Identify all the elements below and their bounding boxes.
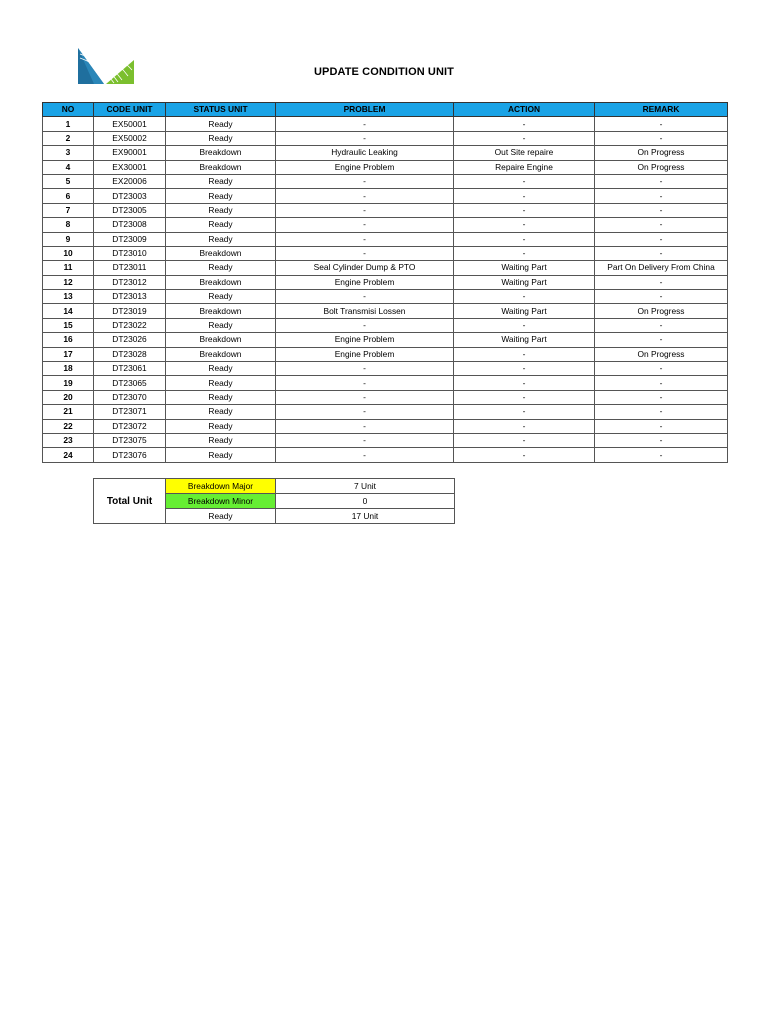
cell-code-unit: EX30001 (94, 160, 166, 174)
summary-row (94, 479, 455, 494)
cell-action: - (454, 174, 595, 188)
cell-code-unit: DT23009 (94, 232, 166, 246)
column-header-status-unit: STATUS UNIT (166, 103, 276, 117)
cell-action: - (454, 419, 595, 433)
cell-problem: - (276, 390, 454, 404)
cell-remark: Part On Delivery From China (595, 261, 728, 275)
cell-problem: Engine Problem (276, 160, 454, 174)
cell-code-unit: DT23028 (94, 347, 166, 361)
table-row (43, 203, 728, 217)
cell-action: - (454, 448, 595, 462)
cell-problem: - (276, 174, 454, 188)
cell-no: 11 (43, 261, 94, 275)
summary-name-minor: Breakdown Minor (166, 494, 276, 509)
cell-problem: - (276, 318, 454, 332)
cell-code-unit: DT23071 (94, 405, 166, 419)
cell-problem: Seal Cylinder Dump & PTO (276, 261, 454, 275)
cell-problem: Engine Problem (276, 275, 454, 289)
cell-action: - (454, 362, 595, 376)
cell-no: 14 (43, 304, 94, 318)
summary-table (93, 478, 455, 524)
cell-remark: - (595, 189, 728, 203)
cell-problem: - (276, 376, 454, 390)
cell-status-unit: Ready (166, 405, 276, 419)
cell-code-unit: DT23013 (94, 290, 166, 304)
summary-label: Total Unit (94, 479, 166, 524)
cell-no: 6 (43, 189, 94, 203)
cell-code-unit: EX50002 (94, 131, 166, 145)
cell-status-unit: Ready (166, 362, 276, 376)
cell-code-unit: DT23005 (94, 203, 166, 217)
cell-problem: - (276, 232, 454, 246)
page-title: UPDATE CONDITION UNIT (313, 66, 454, 78)
cell-problem: Engine Problem (276, 347, 454, 361)
cell-no: 16 (43, 333, 94, 347)
cell-problem: - (276, 189, 454, 203)
cell-code-unit: DT23061 (94, 362, 166, 376)
cell-code-unit: EX90001 (94, 146, 166, 160)
table-row (43, 160, 728, 174)
cell-no: 7 (43, 203, 94, 217)
cell-remark: - (595, 174, 728, 188)
cell-no: 22 (43, 419, 94, 433)
cell-no: 4 (43, 160, 94, 174)
column-header-problem: PROBLEM (276, 103, 454, 117)
cell-problem: - (276, 203, 454, 217)
table-row (43, 419, 728, 433)
cell-no: 5 (43, 174, 94, 188)
cell-action: - (454, 246, 595, 260)
cell-status-unit: Ready (166, 131, 276, 145)
cell-problem: Bolt Transmisi Lossen (276, 304, 454, 318)
cell-problem: - (276, 405, 454, 419)
cell-no: 3 (43, 146, 94, 160)
cell-remark: On Progress (595, 347, 728, 361)
table-row (43, 275, 728, 289)
table-row (43, 261, 728, 275)
cell-code-unit: DT23076 (94, 448, 166, 462)
table-row (43, 117, 728, 131)
cell-action: - (454, 376, 595, 390)
cell-no: 1 (43, 117, 94, 131)
cell-problem: - (276, 419, 454, 433)
cell-action: - (454, 218, 595, 232)
cell-status-unit: Ready (166, 318, 276, 332)
column-header-code-unit: CODE UNIT (94, 103, 166, 117)
cell-no: 10 (43, 246, 94, 260)
cell-status-unit: Ready (166, 261, 276, 275)
cell-status-unit: Ready (166, 433, 276, 447)
cell-remark: - (595, 232, 728, 246)
cell-problem: Engine Problem (276, 333, 454, 347)
table-row (43, 189, 728, 203)
cell-status-unit: Ready (166, 419, 276, 433)
cell-status-unit: Ready (166, 203, 276, 217)
cell-status-unit: Ready (166, 290, 276, 304)
company-logo (76, 44, 136, 86)
cell-status-unit: Ready (166, 189, 276, 203)
table-row (43, 362, 728, 376)
cell-status-unit: Breakdown (166, 160, 276, 174)
cell-problem: - (276, 362, 454, 376)
cell-action: Waiting Part (454, 261, 595, 275)
table-row (43, 218, 728, 232)
cell-no: 12 (43, 275, 94, 289)
cell-remark: - (595, 131, 728, 145)
cell-action: - (454, 131, 595, 145)
cell-code-unit: DT23022 (94, 318, 166, 332)
table-header-row (43, 103, 728, 117)
column-header-remark: REMARK (595, 103, 728, 117)
cell-action: Waiting Part (454, 275, 595, 289)
cell-code-unit: EX50001 (94, 117, 166, 131)
cell-no: 2 (43, 131, 94, 145)
table-row (43, 131, 728, 145)
cell-action: - (454, 390, 595, 404)
table-row (43, 448, 728, 462)
cell-no: 21 (43, 405, 94, 419)
cell-action: Out Site repaire (454, 146, 595, 160)
column-header-action: ACTION (454, 103, 595, 117)
cell-code-unit: DT23012 (94, 275, 166, 289)
cell-remark: - (595, 117, 728, 131)
table-row (43, 174, 728, 188)
cell-status-unit: Ready (166, 174, 276, 188)
cell-problem: - (276, 131, 454, 145)
cell-remark: - (595, 275, 728, 289)
cell-remark: On Progress (595, 146, 728, 160)
cell-status-unit: Ready (166, 232, 276, 246)
table-row (43, 347, 728, 361)
summary-value-major: 7 Unit (276, 479, 455, 494)
cell-action: - (454, 433, 595, 447)
cell-no: 24 (43, 448, 94, 462)
cell-no: 17 (43, 347, 94, 361)
summary-value-ready: 17 Unit (276, 509, 455, 524)
cell-code-unit: DT23075 (94, 433, 166, 447)
cell-status-unit: Breakdown (166, 146, 276, 160)
cell-remark: - (595, 376, 728, 390)
cell-problem: Hydraulic Leaking (276, 146, 454, 160)
cell-status-unit: Ready (166, 117, 276, 131)
cell-code-unit: DT23072 (94, 419, 166, 433)
cell-no: 8 (43, 218, 94, 232)
cell-remark: - (595, 433, 728, 447)
cell-status-unit: Breakdown (166, 304, 276, 318)
cell-code-unit: DT23010 (94, 246, 166, 260)
cell-code-unit: DT23003 (94, 189, 166, 203)
cell-code-unit: DT23070 (94, 390, 166, 404)
cell-no: 19 (43, 376, 94, 390)
column-header-no: NO (43, 103, 94, 117)
cell-action: - (454, 405, 595, 419)
table-row (43, 376, 728, 390)
table-row (43, 146, 728, 160)
cell-status-unit: Ready (166, 218, 276, 232)
cell-action: Waiting Part (454, 333, 595, 347)
table-row (43, 304, 728, 318)
cell-remark: - (595, 362, 728, 376)
table-row (43, 390, 728, 404)
cell-action: - (454, 347, 595, 361)
cell-remark: - (595, 390, 728, 404)
cell-remark: - (595, 448, 728, 462)
cell-status-unit: Breakdown (166, 246, 276, 260)
cell-action: - (454, 290, 595, 304)
cell-status-unit: Ready (166, 376, 276, 390)
cell-problem: - (276, 218, 454, 232)
cell-remark: - (595, 290, 728, 304)
condition-table (42, 102, 728, 463)
table-row (43, 333, 728, 347)
cell-status-unit: Breakdown (166, 275, 276, 289)
cell-action: - (454, 232, 595, 246)
table-row (43, 232, 728, 246)
cell-no: 18 (43, 362, 94, 376)
cell-no: 9 (43, 232, 94, 246)
cell-status-unit: Ready (166, 448, 276, 462)
cell-status-unit: Breakdown (166, 333, 276, 347)
cell-no: 13 (43, 290, 94, 304)
cell-remark: - (595, 419, 728, 433)
cell-remark: - (595, 246, 728, 260)
cell-action: - (454, 203, 595, 217)
table-row (43, 433, 728, 447)
cell-remark: - (595, 318, 728, 332)
table-row (43, 246, 728, 260)
cell-no: 20 (43, 390, 94, 404)
table-row (43, 318, 728, 332)
cell-remark: - (595, 405, 728, 419)
cell-remark: On Progress (595, 304, 728, 318)
cell-remark: On Progress (595, 160, 728, 174)
cell-remark: - (595, 203, 728, 217)
cell-code-unit: DT23008 (94, 218, 166, 232)
cell-code-unit: DT23019 (94, 304, 166, 318)
cell-remark: - (595, 218, 728, 232)
table-row (43, 405, 728, 419)
cell-action: - (454, 189, 595, 203)
cell-action: - (454, 318, 595, 332)
cell-problem: - (276, 433, 454, 447)
cell-no: 23 (43, 433, 94, 447)
cell-problem: - (276, 290, 454, 304)
cell-problem: - (276, 246, 454, 260)
cell-problem: - (276, 448, 454, 462)
table-row (43, 290, 728, 304)
cell-action: Waiting Part (454, 304, 595, 318)
cell-code-unit: DT23026 (94, 333, 166, 347)
cell-code-unit: DT23011 (94, 261, 166, 275)
summary-value-minor: 0 (276, 494, 455, 509)
summary-name-ready: Ready (166, 509, 276, 524)
cell-code-unit: DT23065 (94, 376, 166, 390)
cell-action: Repaire Engine (454, 160, 595, 174)
cell-no: 15 (43, 318, 94, 332)
cell-status-unit: Breakdown (166, 347, 276, 361)
cell-problem: - (276, 117, 454, 131)
summary-name-major: Breakdown Major (166, 479, 276, 494)
cell-action: - (454, 117, 595, 131)
cell-status-unit: Ready (166, 390, 276, 404)
cell-code-unit: EX20006 (94, 174, 166, 188)
cell-remark: - (595, 333, 728, 347)
